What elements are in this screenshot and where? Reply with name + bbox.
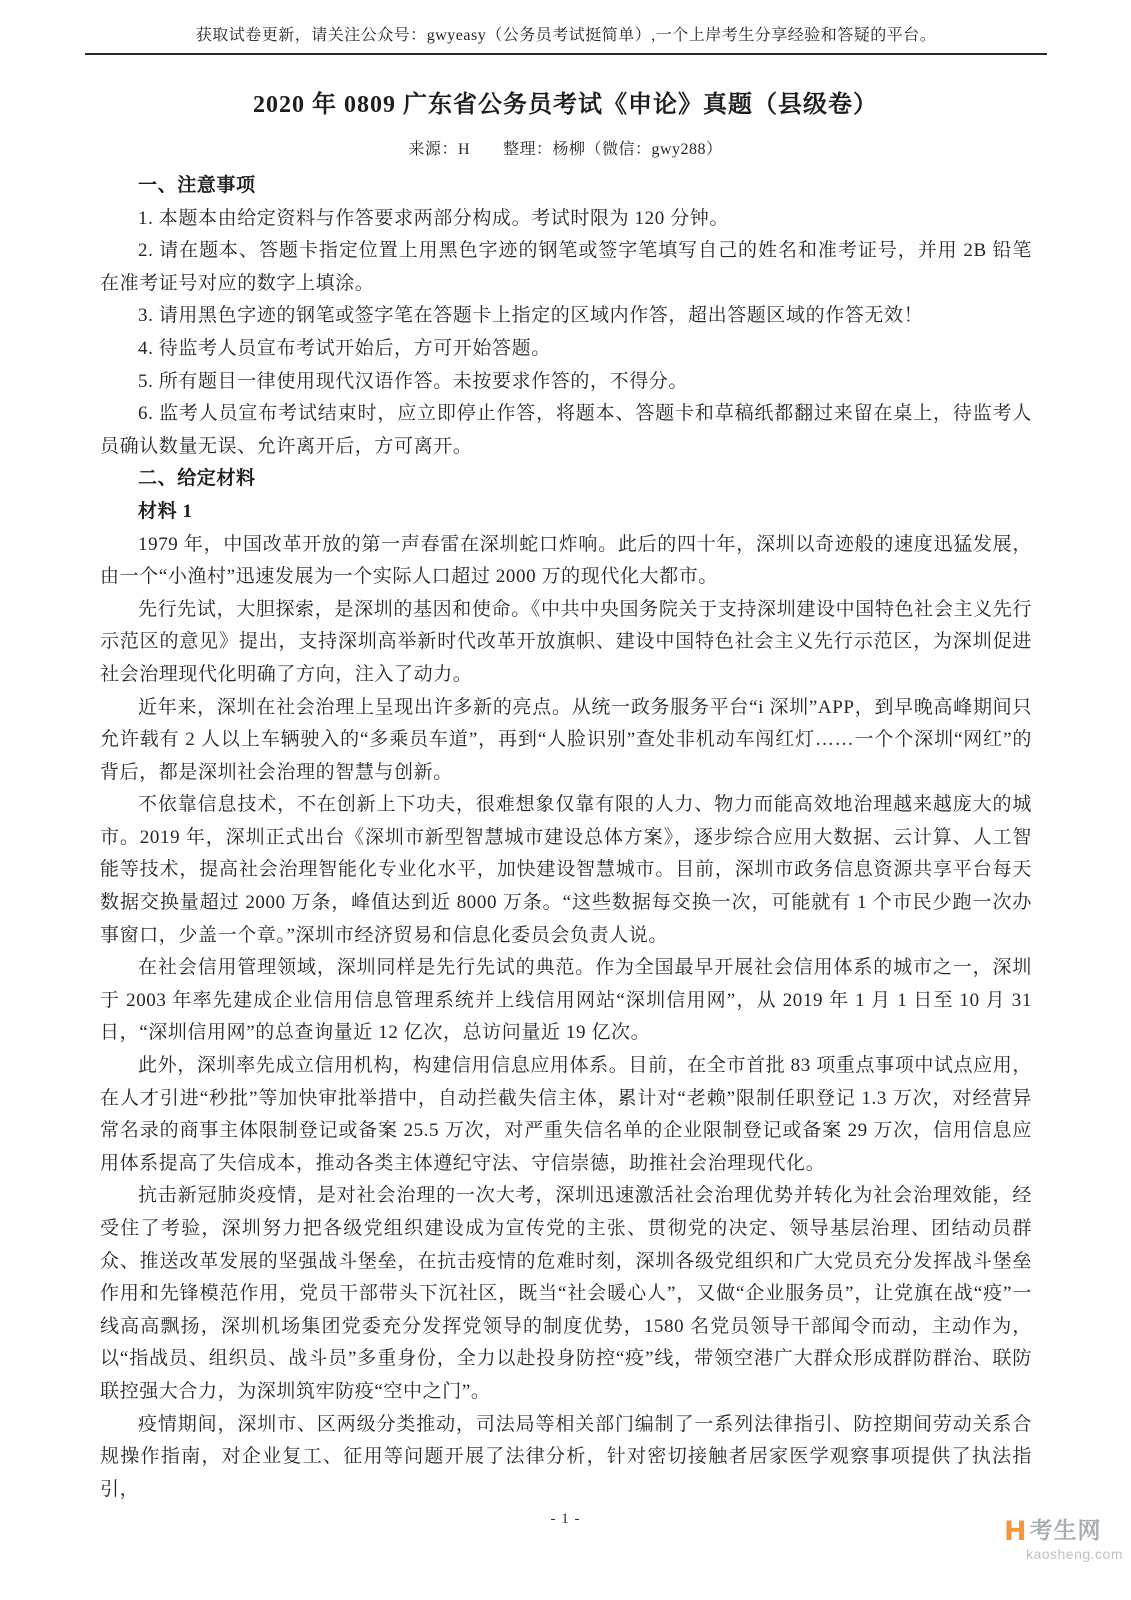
kaosheng-watermark xyxy=(1003,1515,1123,1562)
page-title: 2020 年 0809 广东省公务员考试《申论》真题（县级卷） xyxy=(253,92,878,118)
section-heading-notes: 一、注意事项 xyxy=(138,175,256,196)
material-paragraph: 先行先试，大胆探索，是深圳的基因和使命。《中共中央国务院关于支持深圳建设中国特色社会主义先行示范区的意见》提出，支持深圳高举新时代改革开放旗帜、建设中国特色社会主义先行示范区，为深圳促进社会治理现代化明确了方向，注入了动力。 xyxy=(100,598,1032,685)
note-item-6: 6. 监考人员宣布考试结束时，应立即停止作答，将题本、答题卡和草稿纸都翻过来留在桌上，待监考人员确认数量无误、允许离开后，方可离开。 xyxy=(100,403,1032,457)
kaosheng-logo-icon: H xyxy=(1003,1515,1027,1547)
header-notice-text: 获取试卷更新，请关注公众号：gwyeasy（公务员考试挺简单）,一个上岸考生分享经验和答疑的平台。 xyxy=(195,27,937,44)
material-paragraph: 疫情期间，深圳市、区两级分类推动，司法局等相关部门编制了一系列法律指引、防控期间劳动关系合规操作指南，对企业复工、征用等问题开展了法律分析，针对密切接触者居家医学观察事项提供了执法指引， xyxy=(100,1413,1032,1500)
note-item-4: 4. 待监考人员宣布考试开始后，方可开始答题。 xyxy=(138,337,551,359)
section-heading-materials: 二、给定材料 xyxy=(138,468,256,490)
material-paragraph: 抗击新冠肺炎疫情，是对社会治理的一次大考，深圳迅速激活社会治理优势并转化为社会治理效能，经受住了考验，深圳努力把各级党组织建设成为宣传党的主张、贯彻党的决定、领导基层治理、团结动员群众、推送改革发展的坚强战斗堡垒，在抗击疫情的危难时刻，深圳各级党组织和广大党员充分发挥战斗堡垒作用和先锋模范作用，党员干部带头下沉社区，既当“社会暖心人”，又做“企业服务员”，让党旗在战“疫”一线高高飘扬，深圳机场集团党委充分发挥党领导的制度优势，1580 名党员领导干部闻令而动，主动作为，以“指战员、组织员、战斗员”多重身份，全力以赴投身防控“疫”线，带领空港广大群众形成群防群治、联防联控强大合力，为深圳筑牢防疫“空中之门”。 xyxy=(100,1185,1032,1402)
header-notice xyxy=(85,22,1047,55)
material-paragraph: 此外，深圳率先成立信用机构，构建信用信息应用体系。目前，在全市首批 83 项重点事项中试点应用，在人才引进“秒批”等加快审批举措中，自动拦截失信主体，累计对“老赖”限制任职登记 1.3 万次，对经营异常名录的商事主体限制登记或备案 25.5 万次，对严重失信名单的企业限制登记或备案 29 万次，信用信息应用体系提高了失信成本，推动各类主体遵纪守法、守信崇德，助推社会治理现代化。 xyxy=(100,1055,1032,1174)
watermark-site-name: 考生网 xyxy=(1029,1517,1102,1544)
source-line: 来源：H 整理：杨柳（微信：gwy288） xyxy=(408,141,723,158)
page-number: - 1 - xyxy=(550,1511,581,1527)
note-item-2: 2. 请在题本、答题卡指定位置上用黑色字迹的钢笔或签字笔填写自己的姓名和准考证号，并用 2B 铅笔在准考证号对应的数字上填涂。 xyxy=(100,240,1032,294)
material-heading: 材料 1 xyxy=(138,500,193,522)
note-item-3: 3. 请用黑色字迹的钢笔或签字笔在答题卡上指定的区域内作答，超出答题区域的作答无效！ xyxy=(138,305,924,327)
material-paragraph: 近年来，深圳在社会治理上呈现出许多新的亮点。从统一政务服务平台“i 深圳”APP，到早晚高峰期间只允许载有 2 人以上车辆驶入的“多乘员车道”，再到“人脸识别”查处非机动车闯红灯……一个个深圳“网红”的背后，都是深圳社会治理的智慧与创新。 xyxy=(100,696,1032,783)
watermark-row xyxy=(1003,1515,1123,1547)
note-item-1: 1. 本题本由给定资料与作答要求两部分构成。考试时限为 120 分钟。 xyxy=(138,207,730,229)
material-paragraph: 不依靠信息技术，不在创新上下功夫，很难想象仅靠有限的人力、物力而能高效地治理越来越庞大的城市。2019 年，深圳正式出台《深圳市新型智慧城市建设总体方案》，逐步综合应用大数据、云计算、人工智能等技术，提高社会治理智能化专业化水平，加快建设智慧城市。目前，深圳市政务信息资源共享平台每天数据交换量超过 2000 万条，峰值达到近 8000 万条。“这些数据每交换一次，可能就有 1 个市民少跑一次办事窗口，少盖一个章。”深圳市经济贸易和信息化委员会负责人说。 xyxy=(100,794,1032,946)
watermark-site-domain: kaosheng.com xyxy=(1025,1545,1123,1562)
note-item-5: 5. 所有题目一律使用现代汉语作答。未按要求作答的，不得分。 xyxy=(138,370,689,392)
material-paragraph: 1979 年，中国改革开放的第一声春雷在深圳蛇口炸响。此后的四十年，深圳以奇迹般的速度迅猛发展，由一个“小渔村”迅速发展为一个实际人口超过 2000 万的现代化大都市。 xyxy=(100,533,1032,588)
material-paragraph: 在社会信用管理领域，深圳同样是先行先试的典范。作为全国最早开展社会信用体系的城市之一，深圳于 2003 年率先建成企业信用信息管理系统并上线信用网站“深圳信用网”，从 2019 年 1 月 1 日至 10 月 31 日，“深圳信用网”的总查询量近 12 亿次，总访问量近 19 亿次。 xyxy=(100,957,1032,1044)
document-body xyxy=(100,170,1032,1506)
